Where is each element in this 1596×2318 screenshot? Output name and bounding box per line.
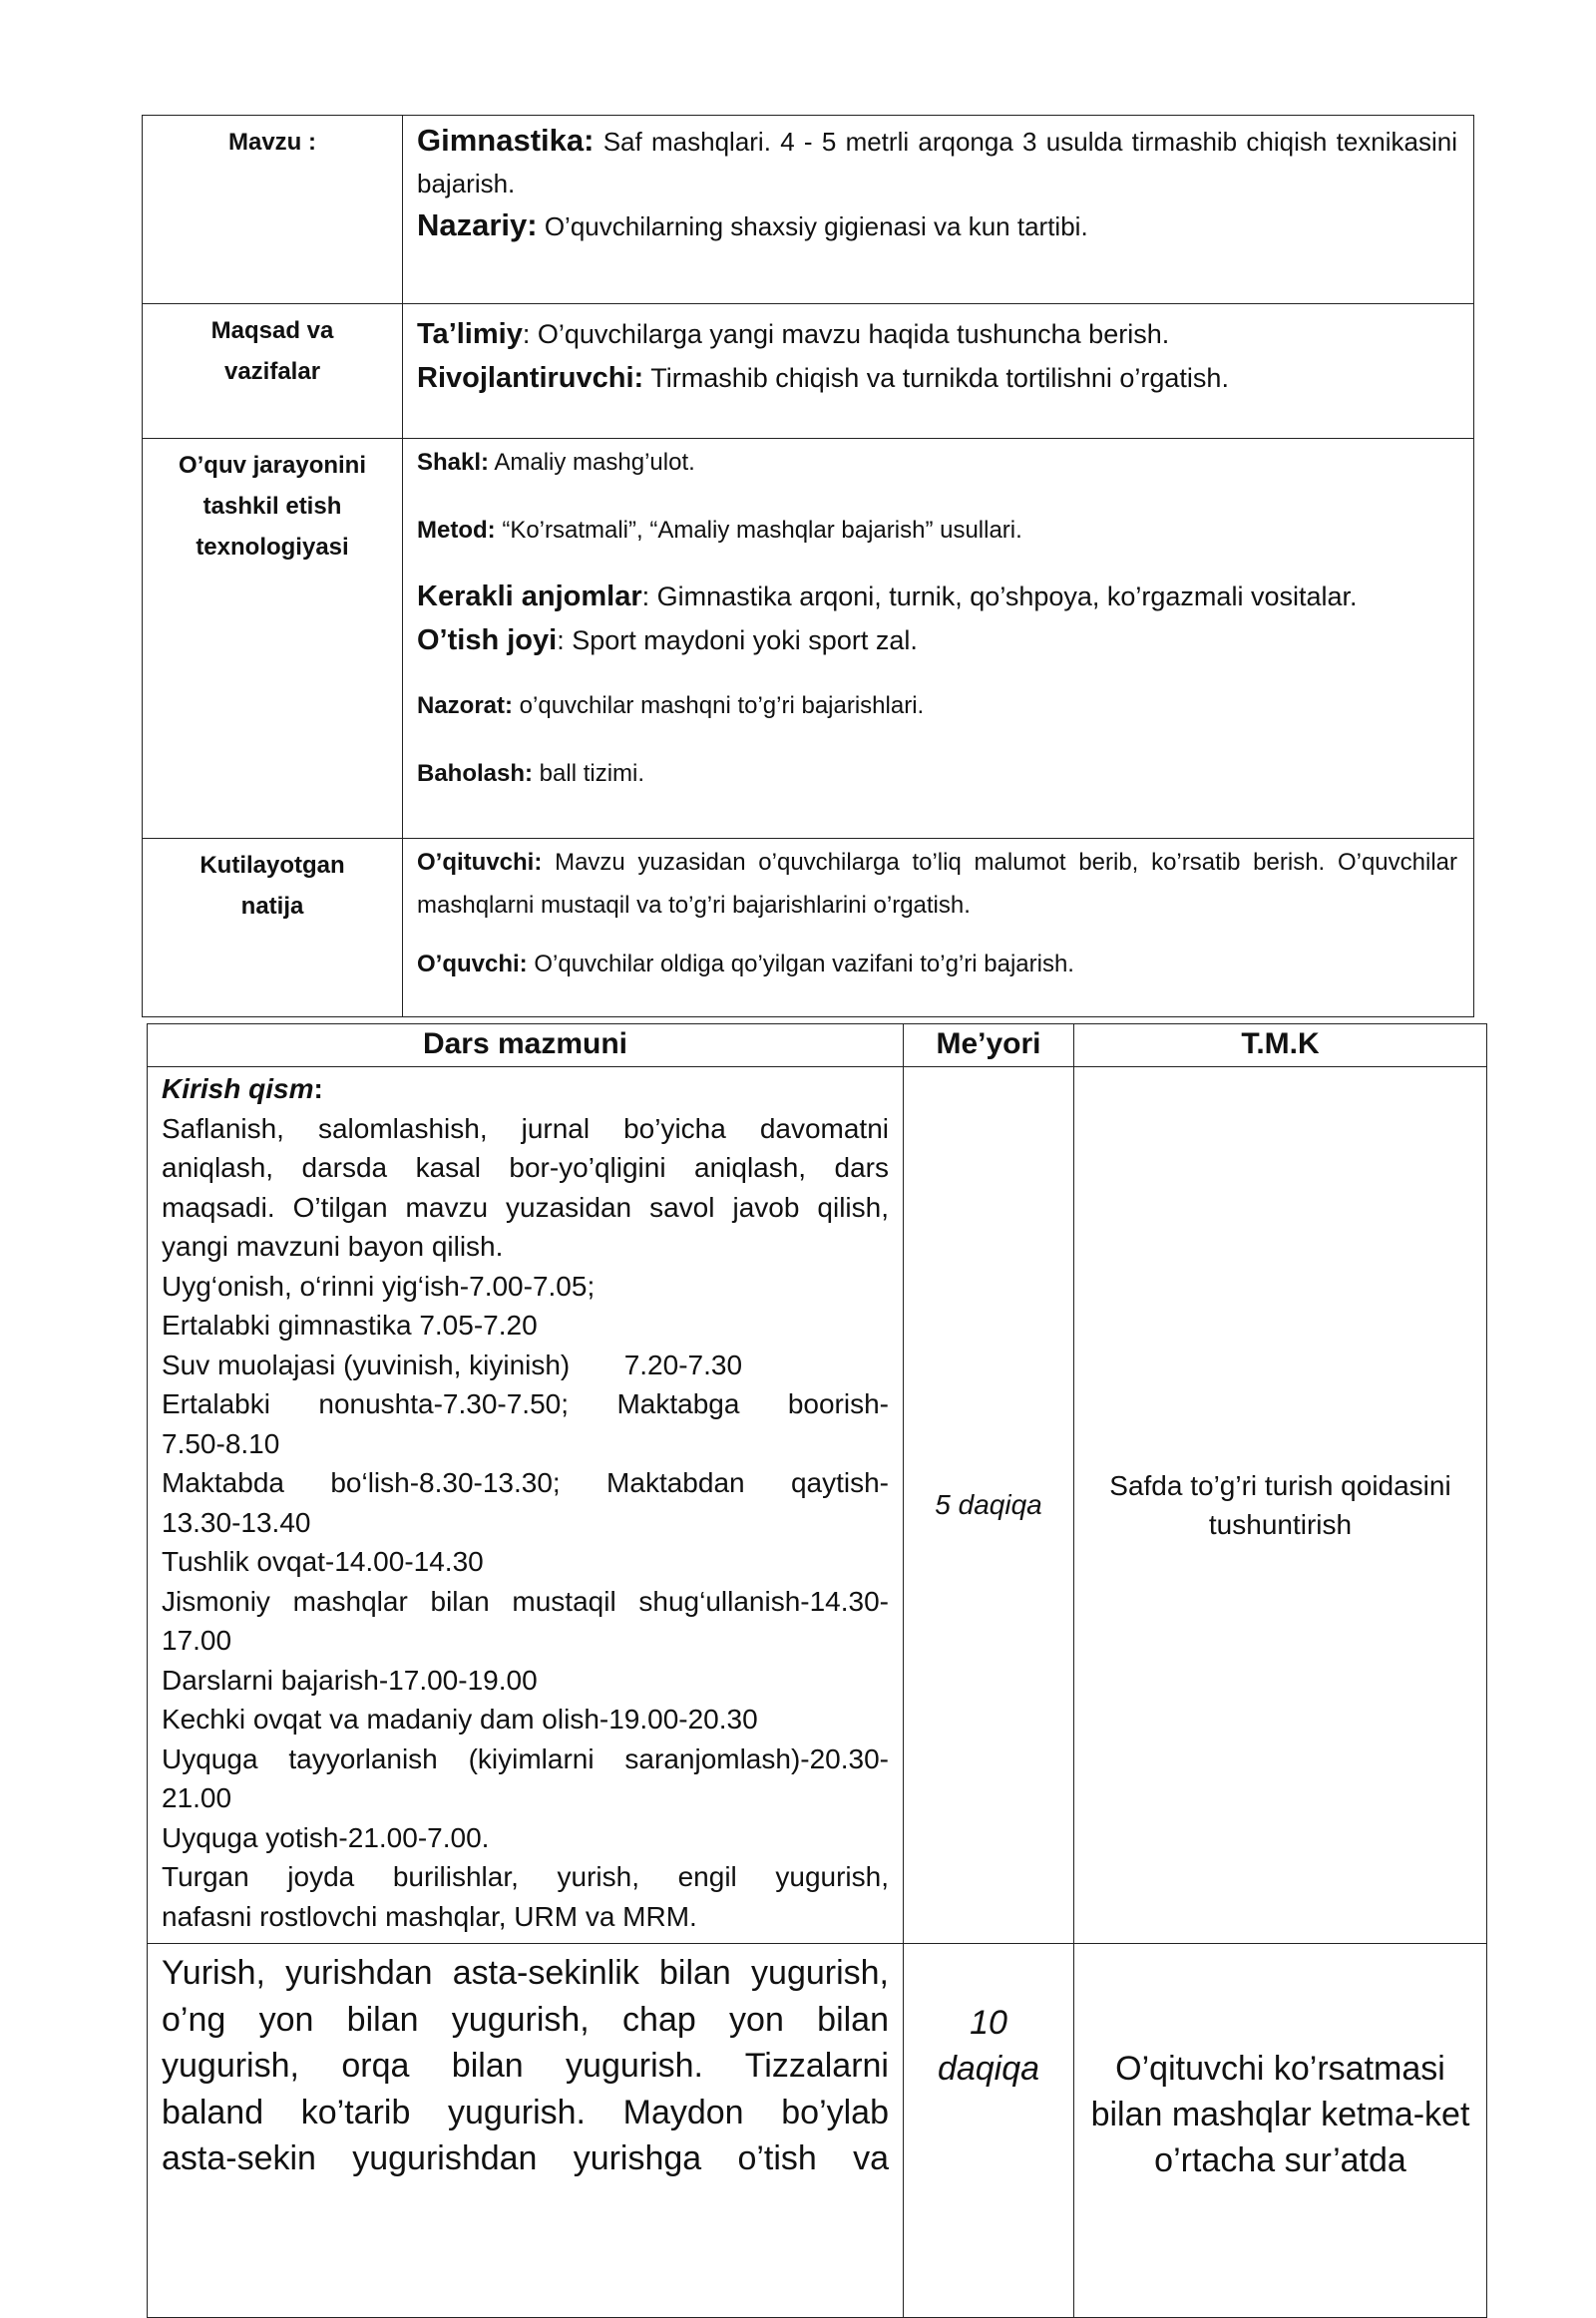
kirish-row — [148, 1067, 1487, 1944]
shakl-title: Shakl: — [417, 449, 490, 476]
mavzu-label — [143, 116, 403, 304]
header-tmk: T.M.K — [1074, 1024, 1487, 1067]
kirish-line: Uyquga tayyorlanish (kiyimlarni saranjomlash)-20.30- — [162, 1742, 889, 1774]
kerakli-anjomlar-text: : Gimnastika arqoni, turnik, qo’shpoya, ko’rgazmali vositalar. — [641, 581, 1358, 611]
kirish-line: Saflanish, salomlashish, jurnal bo’yicha davomatni — [162, 1112, 889, 1144]
kirish-line: Kechki ovqat va madaniy dam olish-19.00-20.30 — [162, 1704, 758, 1735]
baholash-text: ball tizimi. — [533, 760, 645, 787]
yurish-meyori — [904, 1944, 1074, 2318]
oqituvchi-title: O’qituvchi: — [417, 849, 543, 876]
yurish-lines — [162, 1950, 889, 2182]
kirish-content — [148, 1067, 904, 1944]
talimiy-text: : O’quvchilarga yangi mavzu haqida tushuncha berish. — [522, 319, 1170, 349]
lesson-info-table — [142, 115, 1474, 1017]
kirish-line: maqsadi. O’tilgan mavzu yuzasidan savol javob qilish, — [162, 1191, 889, 1223]
kirish-line: Tushlik ovqat-14.00-14.30 — [162, 1546, 484, 1577]
kirish-colon: : — [313, 1073, 323, 1104]
yurish-line: asta-sekin yugurishdan yurishga o’tish va — [162, 2139, 889, 2177]
gimnastika-text: Saf mashqlari. 4 - 5 metrli arqonga 3 usulda tirmashib chiqish texnikasini bajarish. — [417, 127, 1457, 198]
kirish-line: Suv muolajasi (yuvinish, kiyinish) 7.20-7.30 — [162, 1349, 743, 1380]
kutilayotgan-label — [143, 839, 403, 1017]
oquv-label-line3: texnologiyasi — [196, 534, 349, 561]
yurish-tmk: O’qituvchi ko’rsatmasi bilan mashqlar ketma-ket o’rtacha sur’atda — [1074, 1944, 1487, 2318]
oquv-label-line2: tashkil etish — [202, 493, 342, 520]
oquvchi-text: O’quvchilar oldiga qo’yilgan vazifani to’g’ri bajarish. — [527, 951, 1074, 977]
header-dars-mazmuni: Dars mazmuni — [148, 1024, 904, 1067]
kirish-line: 13.30-13.40 — [162, 1506, 311, 1538]
talimiy-title: Ta’limiy — [417, 318, 523, 350]
otish-joyi-text: : Sport maydoni yoki sport zal. — [557, 625, 918, 655]
maqsad-row — [143, 304, 1474, 439]
yurish-line: baland ko’tarib yugurish. Maydon bo’ylab — [162, 2093, 889, 2131]
metod-text: “Ko’rsatmali”, “Amaliy mashqlar bajarish” usullari. — [495, 517, 1022, 544]
nazorat-title: Nazorat: — [417, 692, 514, 719]
oquv-label-line1: O’quv jarayonini — [178, 452, 367, 479]
kirish-meyori: 5 daqiqa — [904, 1067, 1074, 1944]
mavzu-content — [403, 116, 1474, 304]
oquv-jarayoni-row — [143, 439, 1474, 839]
kirish-line: Ertalabki nonushta-7.30-7.50; Maktabga boorish- — [162, 1388, 889, 1419]
baholash-title: Baholash: — [417, 760, 534, 787]
mavzu-label-text: Mavzu : — [227, 129, 316, 156]
kutil-label-line1: Kutilayotgan — [200, 852, 345, 879]
kirish-line: Darslarni bajarish-17.00-19.00 — [162, 1664, 538, 1696]
maqsad-content — [403, 304, 1474, 439]
otish-joyi-title: O’tish joyi — [417, 624, 558, 656]
oquv-jarayoni-content — [403, 439, 1474, 839]
kirish-line: Ertalabki gimnastika 7.05-7.20 — [162, 1310, 538, 1341]
rivojlantiruvchi-title: Rivojlantiruvchi: — [417, 362, 644, 394]
kirish-title: Kirish qism — [162, 1073, 314, 1104]
kutil-label-line2: natija — [240, 893, 304, 920]
kirish-line: Uyg‘onish, o‘rinni yig‘ish-7.00-7.05; — [162, 1270, 596, 1302]
kirish-line: aniqlash, darsda kasal bor-yo’qligini aniqlash, dars — [162, 1152, 889, 1183]
maqsad-label-line1: Maqsad va — [210, 317, 334, 344]
kutilayotgan-content — [403, 839, 1474, 1017]
rivojlantiruvchi-text: Tirmashib chiqish va turnikda tortilishni o’rgatish. — [643, 363, 1229, 393]
nazorat-text: o’quvchilar mashqni to’g’ri bajarishlari. — [513, 692, 925, 719]
gimnastika-title: Gimnastika: — [417, 123, 595, 158]
metod-title: Metod: — [417, 517, 496, 544]
kirish-line: Turgan joyda burilishlar, yurish, engil yugurish, — [162, 1861, 889, 1892]
yurish-meyori-unit: daqiqa — [937, 2050, 1040, 2088]
kirish-tmk: Safda to’g’ri turish qoidasini tushuntirish — [1074, 1067, 1487, 1944]
header-meyori: Me’yori — [904, 1024, 1074, 1067]
oquv-jarayoni-label — [143, 439, 403, 839]
header-row — [148, 1024, 1487, 1067]
yurish-line: Yurish, yurishdan asta-sekinlik bilan yugurish, — [162, 1954, 889, 1992]
yurish-line: yugurish, orqa bilan yugurish. Tizzalarni — [162, 2047, 889, 2085]
mavzu-row — [143, 116, 1474, 304]
kirish-line: 7.50-8.10 — [162, 1427, 280, 1459]
yurish-meyori-number: 10 — [970, 2004, 1007, 2042]
yurish-row — [148, 1944, 1487, 2318]
kirish-line: 21.00 — [162, 1782, 232, 1813]
kirish-line: 17.00 — [162, 1625, 232, 1656]
lesson-plan-table — [147, 1023, 1487, 2318]
kirish-line: Uyquga yotish-21.00-7.00. — [162, 1821, 490, 1853]
nazariy-title: Nazariy: — [417, 207, 538, 242]
yurish-content — [148, 1944, 904, 2318]
maqsad-label — [143, 304, 403, 439]
kirish-line: yangi mavzuni bayon qilish. — [162, 1231, 504, 1262]
shakl-text: Amaliy mashg’ulot. — [489, 449, 695, 476]
nazariy-text: O’quvchilarning shaxsiy gigienasi va kun tartibi. — [537, 211, 1088, 241]
kerakli-anjomlar-title: Kerakli anjomlar — [417, 580, 642, 612]
kirish-lines — [162, 1109, 889, 1937]
kirish-line: Maktabda bo‘lish-8.30-13.30; Maktabdan qaytish- — [162, 1467, 889, 1498]
oquvchi-title: O’quvchi: — [417, 951, 528, 977]
yurish-line: o’ng yon bilan yugurish, chap yon bilan — [162, 2000, 889, 2039]
maqsad-label-line2: vazifalar — [223, 358, 321, 385]
oqituvchi-text: Mavzu yuzasidan o’quvchilarga to’liq malumot berib, ko’rsatib berish. O’quvchilar mashqlarni mustaqil va to’g’ri bajarishlarini o’rgatish. — [417, 849, 1457, 919]
kirish-line: nafasni rostlovchi mashqlar, URM va MRM. — [162, 1900, 697, 1932]
kirish-line: Jismoniy mashqlar bilan mustaqil shug‘ullanish-14.30- — [162, 1585, 889, 1617]
kutilayotgan-natija-row — [143, 839, 1474, 1017]
